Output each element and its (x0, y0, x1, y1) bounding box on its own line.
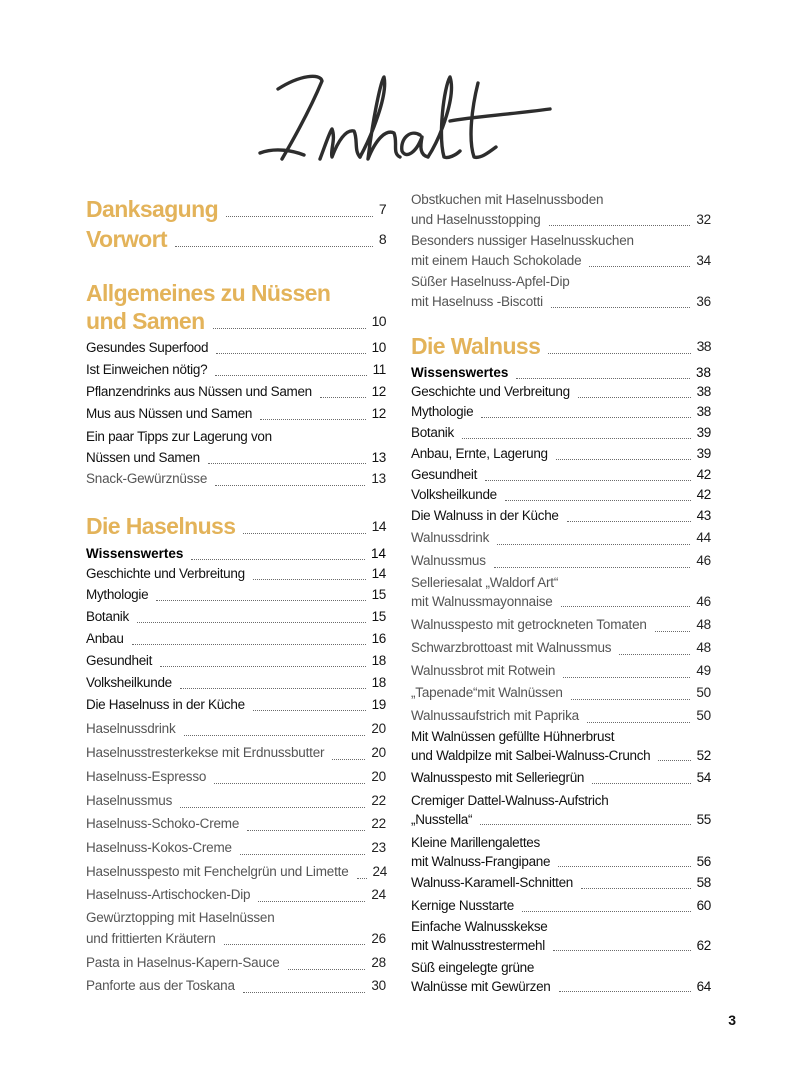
section-title: Die Haselnuss (86, 513, 236, 539)
entry-title-line2: mit einem Hauch Schokolade (411, 253, 582, 268)
entry-title-line1: Kleine Marillengalettes (411, 835, 540, 850)
entry-title: Geschichte und Verbreitung (411, 384, 570, 399)
page-ref: 18 (371, 653, 386, 668)
toc-entry[interactable] (411, 505, 711, 526)
toc-entry[interactable] (86, 359, 386, 380)
entry-title: Gesundheit (86, 653, 153, 668)
page-ref: 46 (696, 594, 711, 609)
entry-title: Haselnussmus (86, 793, 173, 808)
entry-title: Haselnussdrink (86, 721, 176, 736)
leader-dots (253, 579, 366, 580)
toc-entry[interactable] (411, 727, 711, 765)
toc-entry[interactable] (411, 549, 711, 572)
entry-title-line1: Gewürztopping mit Haselnüssen (86, 910, 275, 925)
toc-section-allgemeines[interactable] (86, 279, 386, 335)
leader-dots (191, 559, 365, 560)
entry-title: Geschichte und Verbreitung (86, 566, 245, 581)
leader-dots (578, 397, 691, 398)
toc-entry[interactable] (411, 791, 711, 829)
leader-dots (160, 666, 366, 667)
entry-title: Walnussaufstrich mit Paprika (411, 708, 579, 723)
entry-title-line2: mit Walnusstrestermehl (411, 938, 545, 953)
entry-title-line1: Besonders nussiger Haselnusskuchen (411, 233, 634, 248)
page-ref: 7 (378, 201, 386, 217)
entry-title: Haselnuss-Espresso (86, 769, 207, 784)
leader-dots (481, 417, 690, 418)
section-title: Danksagung (86, 196, 219, 222)
toc-entry[interactable] (411, 362, 711, 383)
entry-title-line1: Süß eingelegte grüne (411, 960, 535, 975)
page-ref: 32 (696, 212, 711, 227)
toc-entry[interactable] (86, 974, 386, 997)
leader-dots (571, 699, 691, 700)
leader-dots (561, 606, 691, 607)
toc-entry[interactable] (411, 484, 711, 505)
leader-dots (485, 480, 691, 481)
page-ref: 12 (371, 384, 386, 399)
page-ref: 39 (696, 446, 711, 461)
page-number: 3 (728, 1012, 736, 1028)
page-ref: 15 (371, 609, 386, 624)
entry-title: Wissenswertes (86, 546, 184, 561)
entry-title: Mythologie (411, 404, 474, 419)
page-ref: 36 (696, 294, 711, 309)
toc-entry[interactable] (411, 872, 711, 893)
page-ref: 43 (696, 508, 711, 523)
page-title (250, 55, 560, 175)
toc-entry[interactable] (411, 443, 711, 464)
page-ref: 13 (371, 471, 386, 486)
toc-entry[interactable] (411, 917, 711, 955)
entry-title: Haselnusspesto mit Fenchelgrün und Limette (86, 864, 349, 879)
page-ref: 26 (371, 931, 386, 946)
toc-entry[interactable] (86, 606, 386, 627)
entry-title: Walnusspesto mit getrockneten Tomaten (411, 617, 647, 632)
entry-title: Anbau, Ernte, Lagerung (411, 446, 548, 461)
toc-entry[interactable] (86, 951, 386, 974)
entry-title: Walnussbrot mit Rotwein (411, 663, 556, 678)
toc-entry[interactable] (86, 403, 386, 424)
page-ref: 46 (696, 553, 711, 568)
entry-title-line2: Nüssen und Samen (86, 450, 200, 465)
leader-dots (522, 911, 691, 912)
entry-title-line2: mit Walnuss-Frangipane (411, 854, 551, 869)
leader-dots (156, 600, 365, 601)
entry-title: Gesundes Superfood (86, 340, 209, 355)
toc-entry[interactable] (86, 741, 386, 764)
leader-dots (619, 654, 690, 655)
entry-title-line2: „Nusstella“ (411, 812, 473, 827)
leader-dots (132, 644, 366, 645)
leader-dots (563, 677, 690, 678)
toc-entry[interactable] (86, 426, 386, 468)
toc-entry[interactable] (411, 681, 711, 704)
leader-dots (215, 485, 365, 486)
leader-dots (226, 216, 373, 217)
entry-title: Haselnuss-Schoko-Creme (86, 816, 240, 831)
toc-entry[interactable] (86, 789, 386, 812)
leader-dots (184, 735, 366, 736)
leader-dots (288, 969, 366, 970)
leader-dots (332, 759, 365, 760)
toc-entry[interactable] (411, 272, 711, 312)
toc-entry[interactable] (86, 650, 386, 671)
leader-dots (180, 807, 365, 808)
toc-entry[interactable] (411, 895, 711, 916)
section-title-line2: und Samen (86, 308, 205, 334)
toc-entry[interactable] (411, 526, 711, 549)
page-ref: 28 (371, 955, 386, 970)
leader-dots (516, 378, 690, 379)
toc-entry[interactable] (86, 672, 386, 693)
entry-title-line2: mit Haselnuss -Biscotti (411, 294, 543, 309)
page-title-text (250, 175, 251, 176)
leader-dots (553, 950, 691, 951)
entry-title-line1: Mit Walnüssen gefüllte Hühnerbrust (411, 729, 615, 744)
toc-entry[interactable] (411, 422, 711, 443)
page-ref: 30 (371, 978, 386, 993)
inhalt-script-title (250, 55, 560, 175)
leader-dots (137, 622, 366, 623)
page-ref: 18 (371, 675, 386, 690)
page-ref: 11 (372, 362, 386, 377)
entry-title: Volksheilkunde (411, 487, 497, 502)
page-ref: 38 (696, 404, 711, 419)
entry-title: Walnusspesto mit Selleriegrün (411, 770, 585, 785)
toc-entry[interactable] (86, 337, 386, 358)
leader-dots (260, 419, 365, 420)
toc-entry[interactable] (86, 812, 386, 835)
toc-entry[interactable] (86, 628, 386, 649)
page-ref: 44 (696, 530, 711, 545)
page-ref: 49 (696, 663, 711, 678)
leader-dots (243, 533, 365, 534)
page-ref: 50 (696, 708, 711, 723)
leader-dots (497, 544, 690, 545)
leader-dots (589, 266, 690, 267)
leader-dots (462, 438, 691, 439)
page-ref: 50 (696, 685, 711, 700)
leader-dots (240, 854, 366, 855)
toc-entry[interactable] (86, 584, 386, 605)
entry-title: Walnussdrink (411, 530, 490, 545)
leader-dots (581, 888, 691, 889)
page-ref: 24 (371, 887, 386, 902)
page-ref: 39 (696, 425, 711, 440)
entry-title: Panforte aus der Toskana (86, 978, 235, 993)
page-ref: 62 (696, 938, 711, 953)
leader-dots (320, 397, 366, 398)
entry-title-line2: und frittierten Kräutern (86, 931, 216, 946)
toc-entry[interactable] (86, 543, 386, 564)
leader-dots (258, 901, 365, 902)
entry-title: Mythologie (86, 587, 149, 602)
toc-entry[interactable] (411, 190, 711, 230)
toc-entry[interactable] (411, 659, 711, 682)
leader-dots (214, 783, 365, 784)
page-ref: 54 (696, 770, 711, 785)
page-ref: 48 (696, 640, 711, 655)
leader-dots (559, 991, 691, 992)
entry-title-line2: Walnüsse mit Gewürzen (411, 979, 551, 994)
page-ref: 58 (696, 875, 711, 890)
toc-entry[interactable] (86, 765, 386, 788)
entry-title-line2: und Waldpilze mit Salbei-Walnuss-Crunch (411, 748, 651, 763)
page-ref: 34 (696, 253, 711, 268)
entry-title-line1: Süßer Haselnuss-Apfel-Dip (411, 274, 570, 289)
entry-title: „Tapenade“mit Walnüssen (411, 685, 563, 700)
entry-title: Pflanzendrinks aus Nüssen und Samen (86, 384, 312, 399)
entry-title: Mus aus Nüssen und Samen (86, 406, 253, 421)
leader-dots (494, 567, 691, 568)
page-ref: 22 (371, 816, 386, 831)
entry-title: Volksheilkunde (86, 675, 172, 690)
page-ref: 64 (696, 979, 711, 994)
page-ref: 8 (378, 231, 386, 247)
entry-title: Walnuss-Karamell-Schnitten (411, 875, 574, 890)
entry-title: Haselnuss-Kokos-Creme (86, 840, 232, 855)
entry-title-line1: Obstkuchen mit Haselnussboden (411, 192, 604, 207)
section-title-line1: Allgemeines zu Nüssen (86, 280, 331, 306)
leader-dots (567, 521, 691, 522)
leader-dots (215, 375, 366, 376)
toc-entry[interactable] (411, 767, 711, 788)
entry-title: Ist Einweichen nötig? (86, 362, 208, 377)
page-ref: 19 (371, 697, 386, 712)
toc-entry[interactable] (86, 467, 386, 490)
section-title: Die Walnuss (411, 333, 541, 359)
toc-entry[interactable] (411, 573, 711, 611)
toc-entry[interactable] (411, 704, 711, 727)
leader-dots (253, 710, 366, 711)
leader-dots (587, 722, 690, 723)
page-ref: 15 (371, 587, 386, 602)
leader-dots (549, 225, 691, 226)
leader-dots (658, 760, 690, 761)
toc-entry[interactable] (411, 464, 711, 485)
toc-section-walnuss[interactable] (411, 332, 711, 360)
page-ref: 38 (695, 365, 711, 380)
page-ref: 60 (696, 898, 711, 913)
page-ref: 16 (371, 631, 386, 646)
entry-title-line1: Einfache Walnusskekse (411, 919, 548, 934)
page-ref: 12 (371, 406, 386, 421)
toc-entry[interactable] (411, 636, 711, 659)
page-ref: 38 (696, 338, 711, 354)
entry-title: Wissenswertes (411, 365, 509, 380)
page-ref: 20 (371, 769, 386, 784)
entry-title-line1: Ein paar Tipps zur Lagerung von (86, 429, 272, 444)
page-ref: 20 (371, 745, 386, 760)
toc-entry[interactable] (411, 401, 711, 422)
leader-dots (480, 824, 690, 825)
page-ref: 24 (372, 864, 388, 879)
entry-title-line2: mit Walnussmayonnaise (411, 594, 553, 609)
entry-title: Botanik (411, 425, 454, 440)
page-ref: 10 (371, 340, 386, 355)
entry-title-line2: und Haselnusstopping (411, 212, 541, 227)
page-ref: 22 (371, 793, 386, 808)
leader-dots (247, 830, 365, 831)
leader-dots (224, 944, 366, 945)
toc-entry[interactable] (411, 613, 711, 636)
leader-dots (208, 463, 366, 464)
entry-title: Haselnuss-Artischocken-Dip (86, 887, 251, 902)
leader-dots (505, 500, 691, 501)
leader-dots (175, 246, 373, 247)
toc-section-vorwort[interactable] (86, 225, 386, 253)
toc-entry[interactable] (86, 836, 386, 859)
leader-dots (548, 353, 690, 354)
toc-entry[interactable] (86, 694, 386, 715)
section-title: Vorwort (86, 226, 167, 252)
toc-entry[interactable] (86, 717, 386, 740)
entry-title: Die Haselnuss in der Küche (86, 697, 245, 712)
leader-dots (592, 783, 690, 784)
entry-title-line1: Cremiger Dattel-Walnuss-Aufstrich (411, 793, 609, 808)
toc-entry[interactable] (411, 231, 711, 271)
leader-dots (556, 459, 691, 460)
leader-dots (213, 328, 366, 329)
page-ref: 23 (371, 840, 386, 855)
toc-entry[interactable] (411, 381, 711, 402)
page-ref: 13 (371, 450, 386, 465)
leader-dots (551, 307, 690, 308)
entry-title: Gesundheit (411, 467, 478, 482)
leader-dots (655, 631, 691, 632)
toc-entry[interactable] (411, 958, 711, 996)
page-ref: 42 (696, 467, 711, 482)
entry-title: Haselnusstresterkekse mit Erdnussbutter (86, 745, 325, 760)
toc-entry[interactable] (86, 381, 386, 402)
entry-title: Snack-Gewürznüsse (86, 471, 208, 486)
leader-dots (243, 992, 366, 993)
entry-title: Pasta in Haselnus-Kapern-Sauce (86, 955, 280, 970)
page-ref: 52 (696, 748, 711, 763)
page-ref: 14 (371, 518, 386, 534)
page-ref: 10 (371, 313, 386, 329)
page-ref: 56 (696, 854, 711, 869)
page-ref: 38 (696, 384, 711, 399)
entry-title: Anbau (86, 631, 124, 646)
page-ref: 48 (696, 617, 711, 632)
toc-section-danksagung[interactable] (86, 195, 386, 223)
page-ref: 42 (696, 487, 711, 502)
entry-title: Schwarzbrottoast mit Walnussmus (411, 640, 612, 655)
toc-entry[interactable] (86, 563, 386, 584)
entry-title: Die Walnuss in der Küche (411, 508, 559, 523)
leader-dots (558, 866, 690, 867)
entry-title-line1: Selleriesalat „Waldorf Art“ (411, 575, 559, 590)
leader-dots (216, 353, 365, 354)
entry-title: Botanik (86, 609, 129, 624)
leader-dots (357, 878, 367, 879)
page-ref: 20 (371, 721, 386, 736)
entry-title: Walnussmus (411, 553, 486, 568)
page-ref: 55 (696, 812, 711, 827)
toc-entry[interactable] (411, 833, 711, 871)
page-ref: 14 (370, 546, 386, 561)
toc-entry[interactable] (86, 860, 386, 883)
leader-dots (180, 688, 366, 689)
toc-section-haselnuss[interactable] (86, 512, 386, 540)
entry-title: Kernige Nusstarte (411, 898, 514, 913)
toc-entry[interactable] (86, 883, 386, 906)
toc-entry[interactable] (86, 907, 386, 949)
page-ref: 14 (371, 566, 386, 581)
